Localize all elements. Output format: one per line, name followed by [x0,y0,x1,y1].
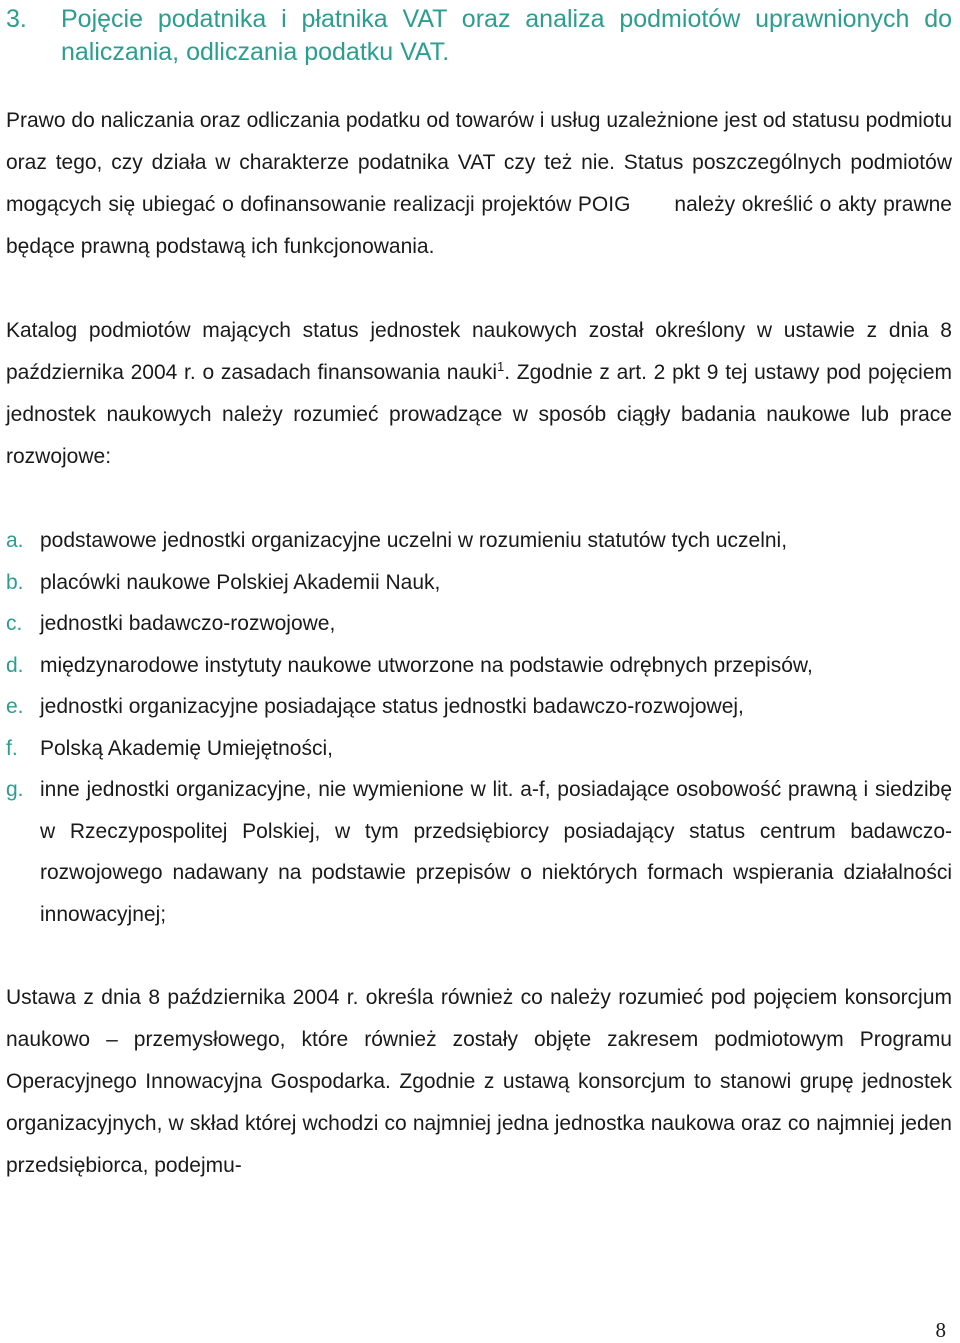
page-number: 8 [935,1318,946,1342]
list-item [6,603,952,645]
list-item [6,686,952,728]
list-marker: f. [6,736,18,760]
list-item [6,562,952,604]
paragraph-catalog [6,310,952,478]
paragraph-catalog-part-a: Katalog podmiotów mających status jednostek naukowych został określony w ustawie z dnia 8 października 2004 r. o zasadach finansowania nauki [6,319,952,384]
list-marker: e. [6,695,24,718]
document-page [6,0,952,1187]
list-item-text: inne jednostki organizacyjne, nie wymienione w lit. a-f, posiadające osobowość prawną i siedzibę w Rzeczypospolitej Polskiej, w tym przedsiębiorcy posiadający status centrum badawczo-rozwojowego nadawany na podstawie przepisów o niektórych formach wspierania działalności innowacyjnej; [40,778,952,926]
list-marker: g. [6,778,24,801]
list-marker: b. [6,570,24,594]
list-item-text: międzynarodowe instytuty naukowe utworzone na podstawie odrębnych przepisów, [40,653,813,677]
list-item [6,520,952,562]
section-number: 3. [6,5,27,33]
list-marker: d. [6,653,24,677]
scientific-units-list [6,520,952,935]
list-item-text: placówki naukowe Polskiej Akademii Nauk, [40,570,441,594]
paragraph-vat-status-part-b: należy określić o akty prawne będące prawną podstawą ich funkcjonowania. [6,193,952,258]
paragraph-consortium [6,977,952,1187]
list-item [6,769,952,935]
paragraph-vat-status [6,100,952,268]
list-marker: c. [6,612,23,635]
section-title: Pojęcie podatnika i płatnika VAT oraz analiza podmiotów uprawnionych do naliczania, odliczania podatku VAT. [61,5,952,66]
paragraph-catalog-part-b: . Zgodnie z art. 2 pkt 9 tej ustawy pod pojęciem jednostek naukowych należy rozumieć prowadzące w sposób ciągły badania naukowe lub prace rozwojowe: [6,361,952,468]
paragraph-consortium-text: Ustawa z dnia 8 października 2004 r. określa również co należy rozumieć pod pojęciem konsorcjum naukowo – przemysłowego, które również zostały objęte zakresem podmiotowym Programu Operacyjnego Innowacyjna Gospodarka. Zgodnie z ustawą konsorcjum to stanowi grupę jednostek organizacyjnych, w skład której wchodzi co najmniej jedna jednostka naukowa oraz co najmniej jeden przedsiębiorca, podejmu- [6,986,952,1177]
paragraph-vat-status-part-a: Prawo do naliczania oraz odliczania podatku od towarów i usług uzależnione jest od statusu podmiotu oraz tego, czy działa w charakterze podatnika VAT czy też nie. Status poszczególnych podmiotów mogących się ubiegać o dofinansowanie realizacji projektów POIG [6,109,952,216]
section-heading [6,3,952,69]
footnote-marker: 1 [496,359,505,374]
list-item-text: podstawowe jednostki organizacyjne uczelni w rozumieniu statutów tych uczelni, [40,529,788,552]
list-marker: a. [6,529,24,552]
list-item-text: Polską Akademię Umiejętności, [40,736,333,760]
list-item [6,728,952,770]
list-item-text: jednostki organizacyjne posiadające status jednostki badawczo-rozwojowej, [40,695,744,718]
list-item [6,645,952,687]
list-item-text: jednostki badawczo-rozwojowe, [40,612,336,635]
